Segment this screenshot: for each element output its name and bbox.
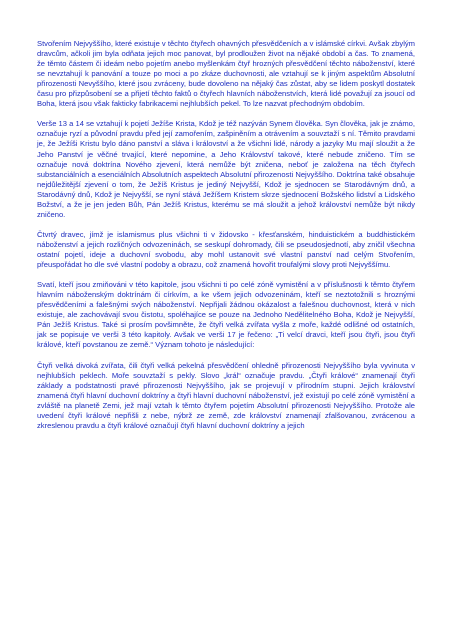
paragraph-4: Svatí, kteří jsou zmiňováni v této kapitole, jsou všichni ti po celé zóně vymistění a v příslušnosti k těmto čtyřem hlavním náboženským doktrínám či církvím, a ke všem jejich odvozeninám, kteří se neztotožnili s hroznými přesvědčeními a falešnými svých náboženství. Nepřijali žádnou okázalost a falešnou duchovnost, která v nich existuje, ale zachovávají svou čistotu, spoléhajíce se pouze na Jednoho Nedělitelného Boha, Kdož je Nejvyšší, Pán Ježíš Kristus. Také si prosím povšimněte, že čtyři velká zvířata vyšla z moře, každé odlišné od ostatních, jak se popisuje ve verši 3 této kapitoly. Avšak ve verši 17 je řečeno: „Ti velcí dravci, kteří jsou čtyři, jsou čtyři králové, kteří povstanou ze země.“ Význam tohoto je následující: [37,280,415,350]
paragraph-1: Stvořením Nejvyššího, které existuje v těchto čtyřech ohavných přesvědčeních a v islámské církvi. Avšak zbylým dravcům, ačkoli jim byla odňata jejich moc panovat, byl prodloužen život na nějaké období a čas. To znamená, že těmto částem či ideám nebo pojetím anebo myšlenkám čtyř hrozných přesvědčení těchto náboženství, které se nevztahují k panování a touze po moci a po zkáze duchovnosti, ale vztahují se k jiným aspektům Absolutní přirozenosti Nevyššího, které jsou zvráceny, bude dovoleno na nějaký čas zůstat, aby se lidem poskytl dostatek času pro přizpůsobení se a přijetí těchto faktů o čtyřech hlavních náboženstvích, která lidé považují za jsoucí od Boha, která jsou však fakticky fabrikacemi nejhlubších pekel. To lze nazvat přechodným obdobím. [37,39,416,109]
paragraph-3: Čtvrtý dravec, jímž je islamismus plus všichni ti v židovsko - křesťanském, hinduistickém a buddhistickém náboženství a jejich rozličných odvozeninách, se seskupí dohromady, čili se pseudosjednotí, aby zničil všechna ostatní pojetí, ideje a duchovní svobodu, aby mohl ustanovit své vlastní panství nad celým Stvořením, přeuspořádat ho dle své vlastní podoby a obrazu, což znamená hovořit troufalými slovy proti Nejvyššímu. [37,229,415,270]
paragraph-5: Čtyři velká divoká zvířata, čili čtyři velká pekelná přesvědčení ohledně přirozenosti Nejvyššího byla vyvinuta v nejhlubších peklech. Moře souvztaží s pekly. Slovo „král“ označuje pravdu. „Čtyři králové“ znamenají čtyři základy a podstatnosti pravé přirozenosti Nejvyššího, jak se projevují v přírodním stupni. Jejich království znamená čtyři hlavní duchovní doktríny a čtyři hlavní duchovní náboženství, jež existují po celé zóně vymistění a zvláště na planetě Zemi, jež mají vztah k těmto čtyřem pojetím Absolutní přirozenosti Nejvyššího. Protože ale uvedení čtyři králové nepřišli z nebe, nýbrž ze země, zde království znamenají zfalšovanou, zvrácenou a zkreslenou pravdu a čtyři králové označují čtyři hlavní duchovní doktríny a jejich [37,360,415,430]
document-page [37,39,415,441]
paragraph-2: Verše 13 a 14 se vztahují k pojetí Ježíše Krista, Kdož je též nazýván Synem člověka. Syn člověka, jak je známo, označuje ryzí a původní pravdu před její zamořením, zašpiněním a otrávením a souvztaží s ní. Těmito pravdami je, že Ježíši Kristu bylo dáno panství a sláva i království a že všichni lidé, národy a jazyky Mu mají sloužit a že Jeho Panství je věčné trvající, které nepomine, a Jeho Království takové, které nebude zničeno. Tím se označuje nová doktrína Nového zjevení, která nemůže být zničena, neboť je založena na těch čtyřech substanciálních a esenciálních Absolutních aspektech Absolutní přirozenosti Nejvyššího. Doktrína také obsahuje nejdůležitější zjevení o tom, že Ježíš Kristus je jediný Nejvyšší, Kdož je sjednocen se Starodávným dnů, a Starodávný dnů, Kdož je Nejvyšší, se nyní stává Ježíšem Kristem skrze sjednocení Božského lidství a Lidského Božství, a že je jen jeden Bůh, Pán Ježíš Kristus, kterému se má sloužit a jehož království nemůže být nikdy zničeno. [37,119,415,219]
